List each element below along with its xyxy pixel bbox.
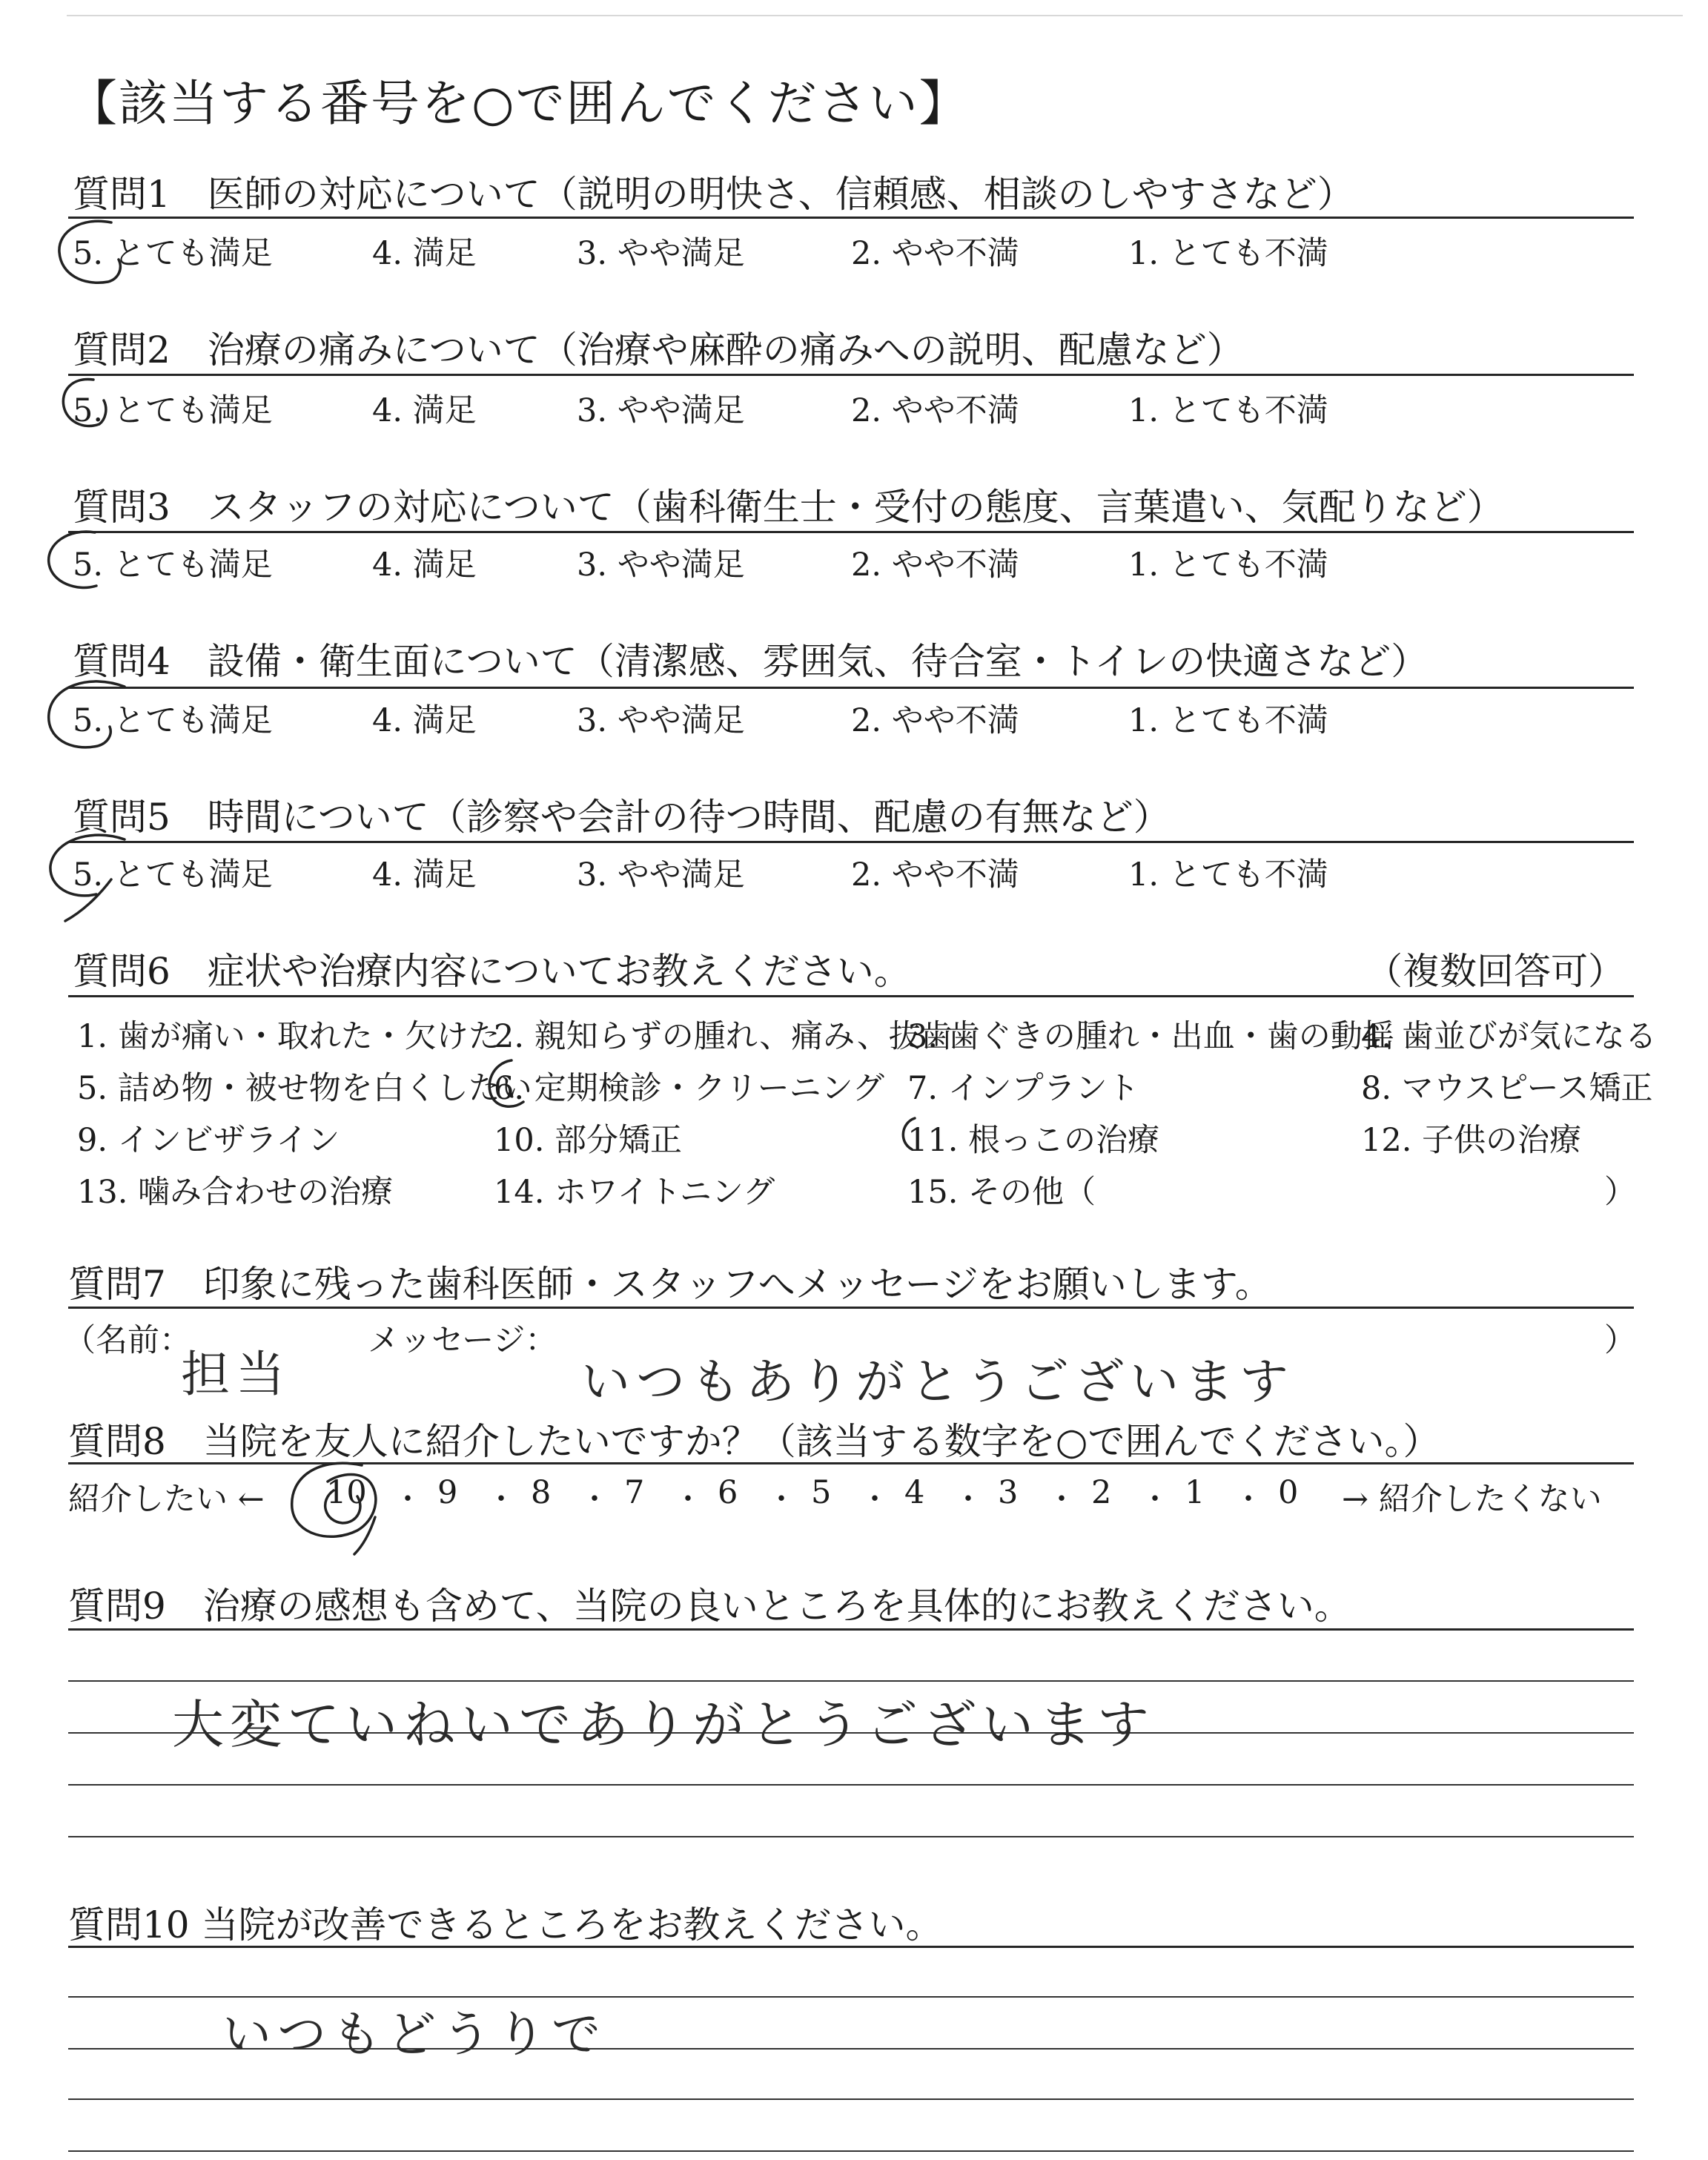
question-6-option-5[interactable]: 5. 詰め物・被せ物を白くしたい: [77, 1070, 532, 1107]
question-2-option-5[interactable]: 5. とても満足: [73, 392, 273, 429]
question-4-option-2[interactable]: 2. やや不満: [851, 702, 1019, 739]
question-8-scale-3[interactable]: 3: [998, 1474, 1019, 1511]
question-8-scale-0[interactable]: 0: [1278, 1474, 1299, 1511]
question-6-option-2[interactable]: 2. 親知らずの腫れ、痛み、抜歯: [494, 1018, 953, 1055]
question-6-option-12[interactable]: 12. 子供の治療: [1361, 1122, 1582, 1159]
question-8-scale-4[interactable]: 4: [904, 1474, 925, 1511]
question-5-option-3[interactable]: 3. やや満足: [577, 856, 745, 894]
question-7-message-handwritten[interactable]: いつもありがとうございます: [581, 1353, 1294, 1410]
question-9-title: 質問9 治療の感想も含めて、当院の良いところを具体的にお教えください。: [68, 1585, 1351, 1628]
question-4-option-3[interactable]: 3. やや満足: [577, 702, 745, 739]
question-7-close-paren: ）: [1604, 1322, 1636, 1359]
question-6-option-6[interactable]: 6. 定期検診・クリーニング: [494, 1070, 884, 1107]
question-3-option-1[interactable]: 1. とても不満: [1128, 546, 1328, 584]
question-10-rule: [68, 1946, 1634, 1948]
question-6-option-8[interactable]: 8. マウスピース矯正: [1361, 1070, 1653, 1107]
question-8-scale-7[interactable]: 7: [624, 1474, 645, 1511]
scale-separator: ・: [486, 1482, 516, 1516]
page-top-edge: [67, 15, 1683, 16]
question-1-option-1[interactable]: 1. とても不満: [1128, 235, 1328, 272]
scale-separator: ・: [673, 1482, 703, 1516]
scale-separator: ・: [767, 1482, 796, 1516]
question-4-option-1[interactable]: 1. とても不満: [1128, 702, 1328, 739]
question-6-option-3[interactable]: 3. 歯ぐきの腫れ・出血・歯の動揺: [907, 1018, 1394, 1055]
question-5-rule: [68, 841, 1634, 843]
question-6-option-9[interactable]: 9. インビザライン: [77, 1122, 340, 1159]
page-heading: 【該当する番号を○で囲んでください】: [68, 75, 970, 132]
answer-line: [68, 2150, 1634, 2152]
question-6-option-14[interactable]: 14. ホワイトニング: [494, 1174, 775, 1211]
question-8-right-label: → 紹介したくない: [1342, 1481, 1602, 1518]
question-6-rule: [68, 995, 1634, 997]
question-4-rule: [68, 687, 1634, 689]
question-7-name-handwritten[interactable]: 担当: [181, 1346, 291, 1403]
question-3-rule: [68, 531, 1634, 533]
question-4-title: 質問4 設備・衛生面について（清潔感、雰囲気、待合室・トイレの快適さなど）: [73, 640, 1429, 683]
question-10-answer-handwritten[interactable]: いつもどうりで: [222, 2006, 606, 2063]
question-3-title: 質問3 スタッフの対応について（歯科衛生士・受付の態度、言葉遣い、気配りなど）: [73, 486, 1504, 529]
question-8-scale-10[interactable]: 10: [326, 1474, 367, 1511]
question-2-option-1[interactable]: 1. とても不満: [1128, 392, 1328, 429]
question-7-rule: [68, 1307, 1634, 1309]
question-3-option-4[interactable]: 4. 満足: [372, 546, 477, 584]
question-8-scale-9[interactable]: 9: [437, 1474, 458, 1511]
answer-line: [68, 1836, 1634, 1837]
question-4-option-4[interactable]: 4. 満足: [372, 702, 477, 739]
question-9-rule: [68, 1628, 1634, 1631]
question-5-title: 質問5 時間について（診察や会計の待つ時間、配慮の有無など）: [73, 796, 1171, 839]
question-1-rule: [68, 217, 1634, 219]
question-5-option-2[interactable]: 2. やや不満: [851, 856, 1019, 894]
question-6-other-close: ）: [1604, 1174, 1636, 1211]
question-3-option-5[interactable]: 5. とても満足: [73, 546, 273, 584]
question-2-option-2[interactable]: 2. やや不満: [851, 392, 1019, 429]
scale-separator: ・: [1234, 1482, 1263, 1516]
question-1-option-5[interactable]: 5. とても満足: [73, 235, 273, 272]
question-1-option-3[interactable]: 3. やや満足: [577, 235, 745, 272]
question-5-option-4[interactable]: 4. 満足: [372, 856, 477, 894]
question-10-title: 質問10 当院が改善できるところをお教えください。: [68, 1903, 943, 1946]
question-7-title: 質問7 印象に残った歯科医師・スタッフへメッセージをお願いします。: [68, 1263, 1272, 1306]
question-6-option-7[interactable]: 7. インプラント: [907, 1070, 1139, 1107]
scale-separator: ・: [393, 1482, 423, 1516]
question-7-message-label: メッセージ：: [368, 1322, 557, 1359]
circle-mark-q8-10-tail: [354, 1517, 375, 1554]
question-6-option-15[interactable]: 15. その他（: [907, 1174, 1096, 1211]
question-1-option-2[interactable]: 2. やや不満: [851, 235, 1019, 272]
scale-separator: ・: [1047, 1482, 1076, 1516]
question-8-scale-5[interactable]: 5: [811, 1474, 832, 1511]
question-8-rule: [68, 1462, 1634, 1464]
question-6-title: 質問6 症状や治療内容についてお教えください。: [73, 950, 911, 993]
question-8-title: 質問8 当院を友人に紹介したいですか？（該当する数字を○で囲んでください。）: [68, 1420, 1440, 1463]
scale-separator: ・: [860, 1482, 890, 1516]
question-4-option-5[interactable]: 5. とても満足: [73, 702, 273, 739]
question-8-scale-8[interactable]: 8: [531, 1474, 552, 1511]
question-2-option-3[interactable]: 3. やや満足: [577, 392, 745, 429]
question-7-name-label: （名前：: [64, 1322, 191, 1359]
question-8-scale-1[interactable]: 1: [1185, 1474, 1205, 1511]
answer-line: [68, 1680, 1634, 1682]
question-6-option-10[interactable]: 10. 部分矯正: [494, 1122, 683, 1159]
scale-separator: ・: [580, 1482, 609, 1516]
question-1-option-4[interactable]: 4. 満足: [372, 235, 477, 272]
scale-separator: ・: [1140, 1482, 1170, 1516]
question-8-scale-2[interactable]: 2: [1091, 1474, 1112, 1511]
question-6-option-4[interactable]: 4. 歯並びが気になる: [1361, 1018, 1657, 1055]
question-8-left-label: 紹介したい ←: [68, 1481, 265, 1518]
question-8-scale-6[interactable]: 6: [718, 1474, 738, 1511]
question-2-rule: [68, 374, 1634, 376]
scale-separator: ・: [953, 1482, 983, 1516]
question-9-answer-handwritten[interactable]: 大変ていねいでありがとうございます: [172, 1694, 1155, 1755]
question-2-option-4[interactable]: 4. 満足: [372, 392, 477, 429]
question-5-option-1[interactable]: 1. とても不満: [1128, 856, 1328, 894]
question-6-note: （複数回答可）: [1366, 950, 1625, 993]
question-3-option-2[interactable]: 2. やや不満: [851, 546, 1019, 584]
question-2-title: 質問2 治療の痛みについて（治療や麻酔の痛みへの説明、配慮など）: [73, 328, 1244, 371]
question-1-title: 質問1 医師の対応について（説明の明快さ、信頼感、相談のしやすさなど）: [73, 173, 1354, 216]
question-5-option-5[interactable]: 5. とても満足: [73, 856, 273, 894]
answer-line: [68, 1784, 1634, 1786]
answer-line: [68, 2098, 1634, 2100]
question-6-option-11[interactable]: 11. 根っこの治療: [907, 1122, 1160, 1159]
question-6-option-1[interactable]: 1. 歯が痛い・取れた・欠けた: [77, 1018, 500, 1055]
question-3-option-3[interactable]: 3. やや満足: [577, 546, 745, 584]
question-6-option-13[interactable]: 13. 噛み合わせの治療: [77, 1174, 394, 1211]
